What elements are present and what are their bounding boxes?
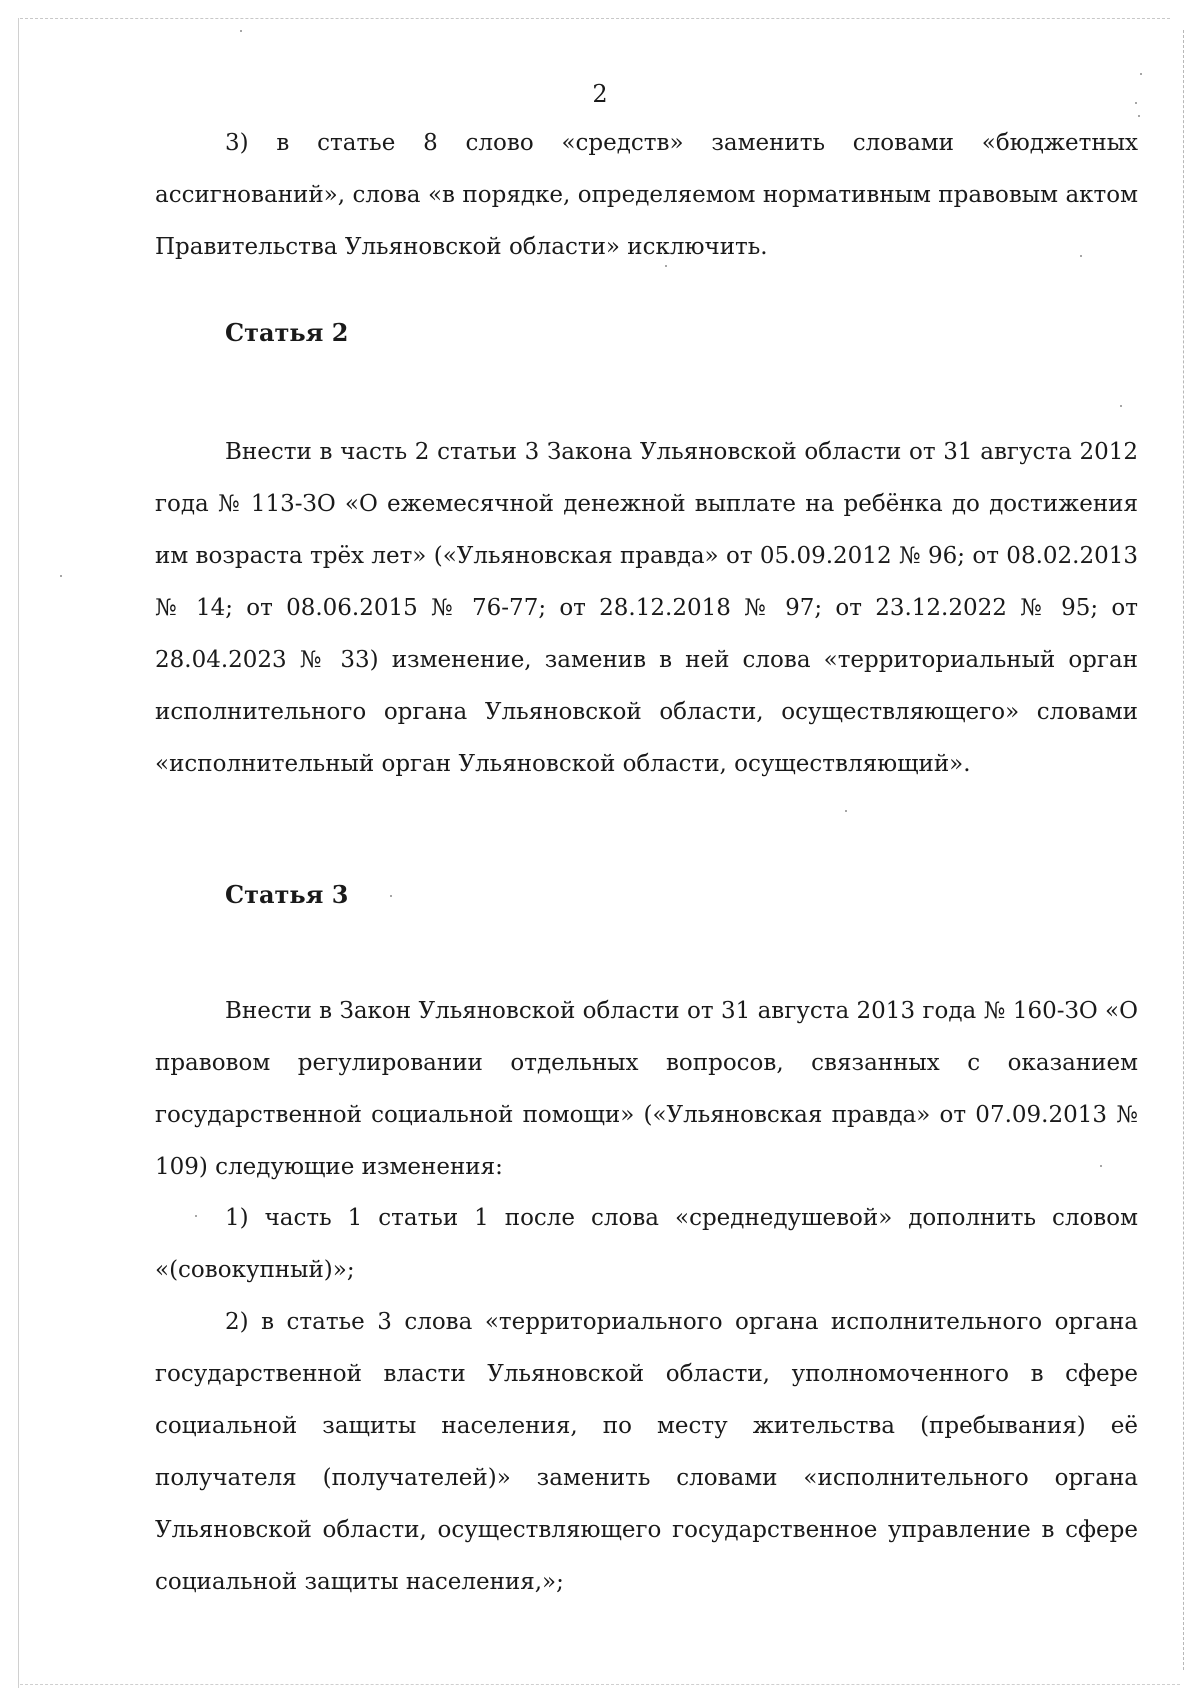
heading-article-2: Статья 2 bbox=[225, 318, 349, 347]
scan-speck bbox=[845, 810, 847, 812]
paragraph-article-3-item1: 1) часть 1 статьи 1 после слова «среднедушевой» дополнить словом «(совокупный)»; bbox=[155, 1205, 1138, 1283]
scan-speck bbox=[1140, 73, 1142, 75]
paragraph-article1-item3: 3) в статье 8 слово «средств» заменить словами «бюджетных ассигнований», слова «в порядке, определяемом нормативным правовым актом Правительства Ульяновской области» исключить. bbox=[155, 130, 1138, 260]
scan-speck bbox=[665, 265, 667, 267]
scan-speck bbox=[1135, 102, 1137, 104]
paragraph-article-2: Внести в часть 2 статьи 3 Закона Ульяновской области от 31 августа 2012 года № 113-ЗО «О ежемесячной денежной выплате на ребёнка до достижения им возраста трёх лет» («Ульяновская правда» от 05.09.2012 № 96; от 08.02.2013 № 14; от 08.06.2015 № 76-77; от 28.12.2018 № 97; от 23.12.2022 № 95; от 28.04.2023 № 33) изменение, заменив в ней слова «территориальный орган исполнительного органа Ульяновской области, осуществляющего» словами «исполнительный орган Ульяновской области, осуществляющий». bbox=[155, 439, 1138, 777]
scan-edge-left bbox=[18, 18, 19, 1688]
paragraph-article-3-intro: Внести в Закон Ульяновской области от 31 августа 2013 года № 160-ЗО «О правовом регулировании отдельных вопросов, связанных с оказанием государственной социальной помощи» («Ульяновская правда» от 07.09.2013 № 109) следующие изменения: bbox=[155, 998, 1138, 1180]
scan-speck bbox=[1080, 255, 1082, 257]
paragraph-article-3-item2: 2) в статье 3 слова «территориального органа исполнительного органа государственной власти Ульяновской области, уполномоченного в сфере социальной защиты населения, по месту жительства (пребывания) её получателя (получателей)» заменить словами «исполнительного органа Ульяновской области, осуществляющего государственное управление в сфере социальной защиты населения,»; bbox=[155, 1309, 1138, 1595]
scan-speck bbox=[195, 1215, 197, 1217]
page-number: 2 bbox=[592, 80, 608, 108]
scan-speck bbox=[60, 575, 62, 577]
scan-speck bbox=[1120, 405, 1122, 407]
scan-edge-right bbox=[1183, 30, 1184, 1670]
scan-speck bbox=[240, 30, 242, 32]
scan-speck bbox=[390, 895, 392, 897]
scan-edge-top bbox=[20, 18, 1170, 19]
heading-article-3: Статья 3 bbox=[225, 880, 349, 909]
scan-speck bbox=[1138, 115, 1140, 117]
scan-edge-bottom bbox=[20, 1684, 1180, 1685]
scan-speck bbox=[1100, 1165, 1102, 1167]
